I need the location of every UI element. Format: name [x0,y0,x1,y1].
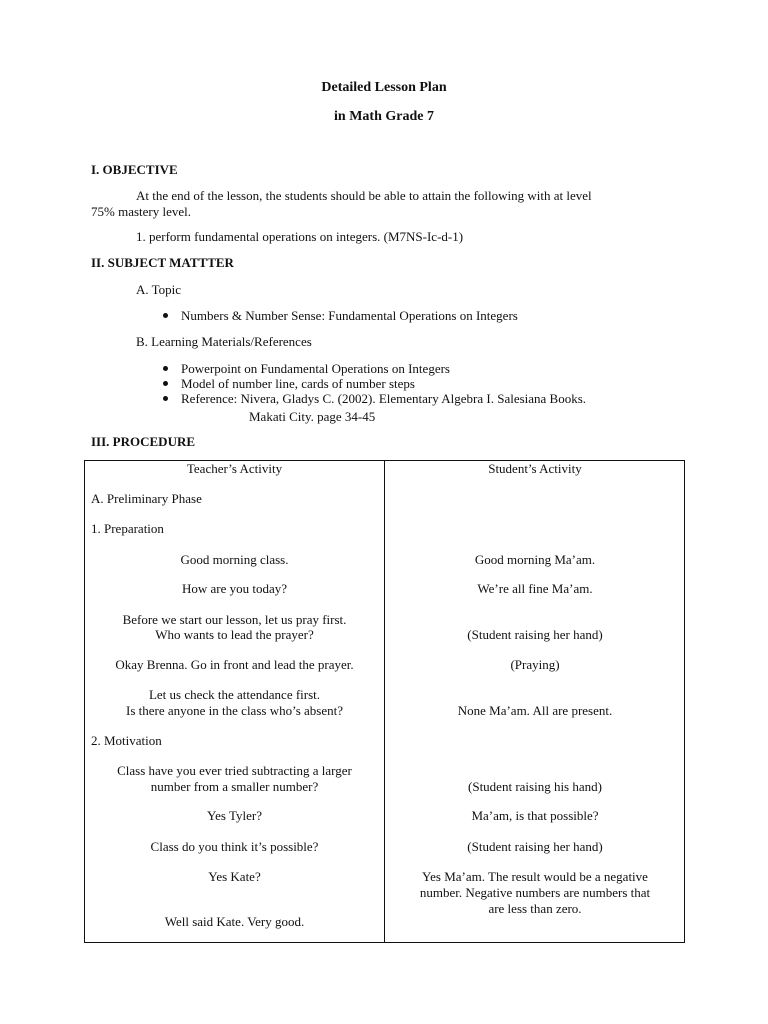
student-line: Yes Ma’am. The result would be a negative [422,869,648,884]
student-line: (Student raising her hand) [467,627,603,642]
teacher-line: Class have you ever tried subtracting a larger [117,763,352,778]
document-title-line2: in Math Grade 7 [334,109,434,124]
student-line: (Praying) [510,657,560,672]
materials-list-item: Reference: Nivera, Gladys C. (2002). Elementary Algebra I. Salesiana Books. [158,391,586,406]
teacher-line: Well said Kate. Very good. [164,914,305,929]
teacher-line: Is there anyone in the class who’s absent? [126,703,343,718]
student-line: Good morning Ma’am. [474,552,596,567]
preparation-label: 1. Preparation [91,521,164,536]
student-line: number. Negative numbers are numbers that [419,885,651,900]
procedure-table [84,460,685,943]
document-title-line1: Detailed Lesson Plan [321,80,447,95]
student-line: None Ma’am. All are present. [457,703,613,718]
materials-list [158,361,586,406]
objective-heading: I. OBJECTIVE [91,162,178,177]
student-line: Ma’am, is that possible? [471,808,599,823]
materials-continuation: Makati City. page 34-45 [249,409,376,424]
student-activity-header: Student’s Activity [488,461,582,476]
motivation-label: 2. Motivation [91,733,162,748]
materials-list-item: Model of number line, cards of number steps [158,376,586,391]
topic-label: A. Topic [136,282,182,297]
teacher-line: Okay Brenna. Go in front and lead the prayer. [115,657,354,672]
teacher-line: number from a smaller number? [150,779,319,794]
student-line: (Student raising her hand) [467,839,603,854]
preliminary-phase-label: A. Preliminary Phase [91,491,202,506]
teacher-line: Yes Tyler? [207,808,262,823]
student-line: We’re all fine Ma’am. [477,581,593,596]
topic-list [158,308,518,323]
teacher-activity-header: Teacher’s Activity [186,461,283,476]
procedure-heading: III. PROCEDURE [91,434,196,449]
teacher-line: Class do you think it’s possible? [150,839,319,854]
teacher-line: Yes Kate? [208,869,261,884]
subject-matter-heading: II. SUBJECT MATTTER [91,255,234,270]
teacher-line: Let us check the attendance first. [148,687,321,702]
objective-intro-line2: 75% mastery level. [91,204,191,219]
student-line: are less than zero. [488,901,582,916]
teacher-line: Before we start our lesson, let us pray first. [122,612,347,627]
objective-intro-line1: At the end of the lesson, the students should be able to attain the following with at level [136,188,592,203]
materials-list-item: Powerpoint on Fundamental Operations on Integers [158,361,586,376]
objective-item-1: 1. perform fundamental operations on integers. (M7NS-Ic-d-1) [136,229,464,244]
teacher-line: Good morning class. [180,552,289,567]
teacher-line: How are you today? [181,581,288,596]
teacher-line: Who wants to lead the prayer? [155,627,314,642]
student-line: (Student raising his hand) [468,779,602,794]
materials-label: B. Learning Materials/References [136,334,312,349]
topic-list-item: Numbers & Number Sense: Fundamental Operations on Integers [158,308,518,323]
